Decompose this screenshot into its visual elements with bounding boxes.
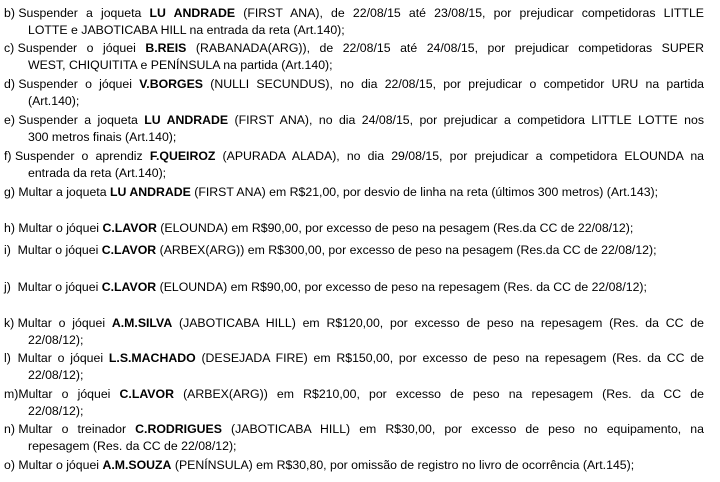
item-text: Multar a joqueta LU ANDRADE (FIRST ANA) em R$21,00, por desvio de linha na reta (últimos 300 metros) (Art.143); bbox=[18, 185, 659, 199]
item-text: Suspender o jóquei B.REIS (RABANADA(ARG)), de 22/08/15 até 24/08/15, por prejudicar competidoras SUPER bbox=[17, 41, 705, 55]
item-label: c) bbox=[4, 41, 18, 55]
item-label: j) bbox=[4, 280, 18, 294]
list-item bbox=[4, 220, 704, 237]
person-name: C.RODRIGUES bbox=[135, 422, 222, 436]
person-name: V.BORGES bbox=[139, 77, 203, 91]
person-name: LU ANDRADE bbox=[149, 6, 236, 20]
item-text-continued: 22/08/12); bbox=[28, 404, 84, 418]
list-item bbox=[4, 148, 704, 182]
list-item bbox=[4, 421, 704, 455]
item-label: i) bbox=[4, 243, 18, 257]
person-name: C.LAVOR bbox=[102, 221, 157, 235]
person-name: LU ANDRADE bbox=[109, 185, 191, 199]
item-text: Multar o jóquei A.M.SOUZA (PENÍNSULA) em R$30,80, por omissão de registro no livro de ocorrência (Art.145); bbox=[18, 458, 635, 472]
person-name: A.M.SILVA bbox=[111, 316, 173, 330]
person-name: C.LAVOR bbox=[119, 387, 174, 401]
item-text-continued: repesagem (Res. da CC de 22/08/12); bbox=[28, 439, 237, 453]
list-item bbox=[4, 315, 704, 349]
item-label: d) bbox=[4, 77, 19, 91]
list-item bbox=[4, 350, 704, 384]
item-text-continued: entrada da reta (Art.140); bbox=[28, 166, 167, 180]
item-text: Suspender a joqueta LU ANDRADE (FIRST ANA), no dia 24/08/15, por prejudicar a competidora LITTLE LOTTE nos bbox=[18, 113, 704, 127]
item-label: b) bbox=[4, 6, 19, 20]
item-text: Multar o jóquei L.S.MACHADO (DESEJADA FIRE) em R$150,00, por excesso de peso na repesagem (Res. da CC de bbox=[17, 351, 704, 365]
item-label: e) bbox=[4, 113, 19, 127]
list-item bbox=[4, 40, 704, 74]
item-text: Multar o jóquei C.LAVOR (ARBEX(ARG)) em R$300,00, por excesso de peso na pesagem (Res.da CC de 22/08/12); bbox=[17, 243, 657, 257]
list-item bbox=[4, 457, 704, 474]
person-name: A.M.SOUZA bbox=[102, 458, 172, 472]
item-label: g) bbox=[4, 185, 19, 199]
item-text-continued: 300 metros finais (Art.140); bbox=[28, 130, 177, 144]
list-item bbox=[4, 386, 704, 420]
item-text: Multar o jóquei A.M.SILVA (JABOTICABA HILL) em R$120,00, por excesso de peso na repesagem (Res. da CC de bbox=[17, 316, 704, 330]
person-name: C.LAVOR bbox=[101, 243, 157, 257]
item-label: l) bbox=[4, 351, 18, 365]
item-label: k) bbox=[4, 316, 18, 330]
item-label: n) bbox=[4, 422, 19, 436]
list-item bbox=[4, 76, 704, 110]
item-text-continued: LOTTE e JABOTICABA HILL na entrada da reta (Art.140); bbox=[28, 23, 345, 37]
item-text: Suspender o aprendiz F.QUEIROZ (APURADA ALADA), no dia 29/08/15, por prejudicar a competidora ELOUNDA na bbox=[14, 149, 704, 163]
item-text: Suspender a joqueta LU ANDRADE (FIRST ANA), de 22/08/15 até 23/08/15, por prejudicar competidoras LITTLE bbox=[18, 6, 704, 20]
item-text: Multar o treinador C.RODRIGUES (JABOTICABA HILL) em R$30,00, por excesso de peso no equipamento, na bbox=[18, 422, 704, 436]
list-item bbox=[4, 279, 704, 296]
person-name: L.S.MACHADO bbox=[108, 351, 196, 365]
item-label: f) bbox=[4, 149, 15, 163]
list-item bbox=[4, 242, 704, 259]
item-text: Multar o jóquei C.LAVOR (ELOUNDA) em R$90,00, por excesso de peso na pesagem (Res.da CC de 22/08/12); bbox=[18, 221, 634, 235]
item-text-continued: 22/08/12); bbox=[28, 368, 84, 382]
item-label: m) bbox=[4, 387, 19, 401]
item-text-continued: 22/08/12); bbox=[28, 333, 84, 347]
person-name: LU ANDRADE bbox=[144, 113, 229, 127]
list-item bbox=[4, 5, 704, 39]
item-text: Multar o jóquei C.LAVOR (ELOUNDA) em R$90,00, por excesso de peso na repesagem (Res. da CC de 22/08/12); bbox=[17, 280, 647, 294]
item-label: o) bbox=[4, 458, 19, 472]
item-text-continued: WEST, CHIQUITITA e PENÍNSULA na partida (Art.140); bbox=[28, 58, 333, 72]
item-label: h) bbox=[4, 221, 19, 235]
person-name: C.LAVOR bbox=[101, 280, 157, 294]
item-text-continued: (Art.140); bbox=[28, 94, 80, 108]
person-name: F.QUEIROZ bbox=[149, 149, 216, 163]
item-text: Suspender o jóquei V.BORGES (NULLI SECUNDUS), no dia 22/08/15, por prejudicar o competidor URU na partida bbox=[18, 77, 704, 91]
person-name: B.REIS bbox=[145, 41, 187, 55]
list-item bbox=[4, 112, 704, 146]
item-text: Multar o jóquei C.LAVOR (ARBEX(ARG)) em R$210,00, por excesso de peso na repesagem (Res. da CC de bbox=[18, 387, 704, 401]
list-item bbox=[4, 184, 704, 201]
